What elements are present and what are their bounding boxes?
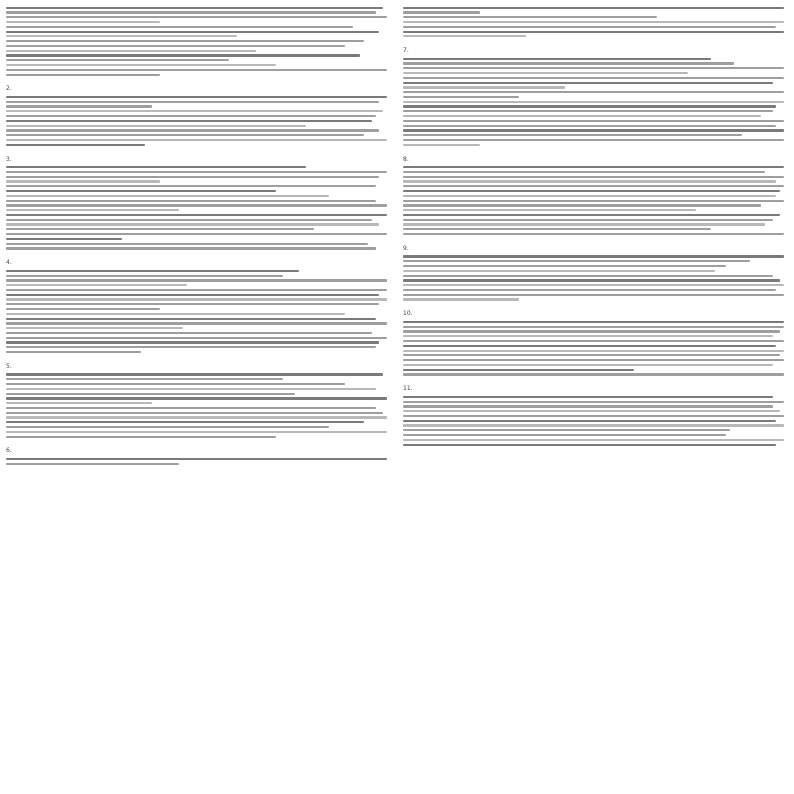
text-line-placeholder [6,129,379,131]
text-line-placeholder [403,200,784,202]
text-line-placeholder [403,21,784,23]
text-line-placeholder [6,21,160,23]
text-line-placeholder [6,373,383,375]
text-line-placeholder [403,209,696,211]
text-line-placeholder [6,69,387,71]
text-line-placeholder [403,364,773,366]
text-line-placeholder [403,373,784,375]
text-line-placeholder [403,284,784,286]
text-line-placeholder [6,393,295,395]
text-line-placeholder [6,294,379,296]
text-line-placeholder [6,223,379,225]
text-line-placeholder [6,426,329,428]
text-line-placeholder [6,176,379,178]
text-line-placeholder [403,260,750,262]
text-line-placeholder [403,434,726,436]
text-line-placeholder [403,62,734,64]
text-line-placeholder [403,219,773,221]
text-line-placeholder [403,444,776,446]
text-line-placeholder [6,383,345,385]
text-line-placeholder [6,431,387,433]
text-line-placeholder [6,101,379,103]
text-line-placeholder [6,209,179,211]
text-line-placeholder [403,86,565,88]
text-line-placeholder [403,105,776,107]
text-line-placeholder [6,421,364,423]
text-line-placeholder [403,180,776,182]
text-line-placeholder [403,396,773,398]
text-line-placeholder [403,279,780,281]
text-line-placeholder [6,26,353,28]
text-line-placeholder [403,204,761,206]
text-line-placeholder [6,341,379,343]
answer-block [6,447,391,467]
text-line-placeholder [403,298,519,300]
answer-block [6,4,391,78]
text-line-placeholder [6,407,376,409]
text-line-placeholder [6,40,364,42]
question-number: 5. [6,362,12,370]
text-line-placeholder [6,120,372,122]
text-line-placeholder [403,82,773,84]
text-line-placeholder [403,185,784,187]
text-line-placeholder [403,166,784,168]
text-line-placeholder [6,270,299,272]
text-line-placeholder [403,31,784,33]
text-line-placeholder [6,7,383,9]
text-line-placeholder [6,139,387,141]
text-line-placeholder [403,405,773,407]
text-line-placeholder [403,67,784,69]
text-line-placeholder [6,50,256,52]
text-line-placeholder [6,54,360,56]
text-line-placeholder [6,171,387,173]
text-line-placeholder [6,275,283,277]
text-line-placeholder [6,125,306,127]
text-line-placeholder [403,410,780,412]
right-column [403,4,788,794]
text-line-placeholder [6,105,152,107]
question-number: 11. [403,385,413,393]
text-line-placeholder [6,228,314,230]
text-line-placeholder [403,139,784,141]
answer-block [6,259,391,356]
text-line-placeholder [403,91,784,93]
text-line-placeholder [403,345,776,347]
answer-block [6,85,391,148]
answer-block [6,363,391,441]
text-line-placeholder [6,284,187,286]
text-line-placeholder [403,420,776,422]
text-line-placeholder [403,330,780,332]
text-line-placeholder [403,7,784,9]
text-line-placeholder [6,402,152,404]
text-line-placeholder [403,326,784,328]
text-line-placeholder [403,171,765,173]
text-line-placeholder [6,214,387,216]
text-line-placeholder [6,243,368,245]
text-line-placeholder [403,125,776,127]
text-line-placeholder [6,166,306,168]
text-line-placeholder [6,219,372,221]
text-line-placeholder [403,58,711,60]
text-line-placeholder [6,59,229,61]
text-line-placeholder [6,64,276,66]
text-line-placeholder [403,72,688,74]
text-line-placeholder [6,378,283,380]
answer-block [403,156,788,238]
text-line-placeholder [403,255,784,257]
text-line-placeholder [6,115,376,117]
text-line-placeholder [403,275,773,277]
text-line-placeholder [6,308,160,310]
text-line-placeholder [403,429,730,431]
question-number: 2. [6,85,12,93]
text-line-placeholder [6,204,387,206]
answer-block [403,245,788,303]
text-line-placeholder [403,190,780,192]
text-line-placeholder [6,185,376,187]
answer-block [403,385,788,448]
answer-block [403,310,788,378]
text-line-placeholder [403,439,784,441]
text-line-placeholder [403,120,784,122]
text-line-placeholder [403,265,726,267]
text-line-placeholder [6,458,387,460]
text-line-placeholder [6,16,387,18]
question-number: 7. [403,47,409,55]
text-line-placeholder [403,115,761,117]
question-number: 6. [6,447,12,455]
text-line-placeholder [6,298,387,300]
text-line-placeholder [6,110,383,112]
text-line-placeholder [403,26,776,28]
text-line-placeholder [6,279,387,281]
text-line-placeholder [403,294,784,296]
text-line-placeholder [403,214,780,216]
text-line-placeholder [6,134,364,136]
text-line-placeholder [6,289,387,291]
question-number: 10. [403,310,413,318]
text-line-placeholder [6,332,372,334]
question-number: 9. [403,244,409,252]
text-line-placeholder [403,228,711,230]
question-number: 4. [6,259,12,267]
text-line-placeholder [403,134,742,136]
text-line-placeholder [6,388,376,390]
text-line-placeholder [6,238,122,240]
text-line-placeholder [6,74,160,76]
text-line-placeholder [403,359,784,361]
answer-block [403,47,788,148]
text-line-placeholder [6,322,387,324]
question-number: 8. [403,155,409,163]
text-line-placeholder [6,144,145,146]
text-line-placeholder [6,195,329,197]
text-line-placeholder [403,11,480,13]
text-line-placeholder [403,77,784,79]
text-line-placeholder [6,416,387,418]
text-line-placeholder [403,350,784,352]
text-line-placeholder [403,96,519,98]
text-line-placeholder [6,200,376,202]
text-line-placeholder [6,11,376,13]
text-line-placeholder [403,354,780,356]
text-line-placeholder [403,424,784,426]
text-line-placeholder [6,327,183,329]
text-line-placeholder [403,101,784,103]
text-line-placeholder [6,233,387,235]
text-line-placeholder [6,412,383,414]
text-line-placeholder [403,401,784,403]
text-line-placeholder [6,190,276,192]
question-number: 3. [6,155,12,163]
text-line-placeholder [403,176,784,178]
text-line-placeholder [6,351,141,353]
text-line-placeholder [403,195,776,197]
text-line-placeholder [6,313,345,315]
text-line-placeholder [403,270,715,272]
text-line-placeholder [403,16,657,18]
text-line-placeholder [6,180,160,182]
text-line-placeholder [403,340,784,342]
text-line-placeholder [403,321,784,323]
text-line-placeholder [6,463,179,465]
left-column [6,4,391,794]
text-line-placeholder [6,35,237,37]
text-line-placeholder [403,415,784,417]
text-line-placeholder [6,96,387,98]
text-line-placeholder [403,110,773,112]
text-line-placeholder [403,335,773,337]
text-line-placeholder [6,436,276,438]
text-line-placeholder [403,233,784,235]
text-line-placeholder [6,337,387,339]
text-line-placeholder [6,31,379,33]
text-line-placeholder [403,35,526,37]
answer-block [403,4,788,40]
answer-block [6,156,391,253]
text-line-placeholder [6,45,345,47]
text-line-placeholder [6,346,376,348]
text-line-placeholder [6,247,376,249]
text-line-placeholder [403,144,480,146]
text-line-placeholder [403,289,776,291]
text-line-placeholder [6,318,376,320]
text-line-placeholder [403,129,784,131]
text-line-placeholder [403,223,765,225]
text-line-placeholder [6,397,387,399]
text-line-placeholder [6,303,379,305]
text-line-placeholder [403,369,634,371]
